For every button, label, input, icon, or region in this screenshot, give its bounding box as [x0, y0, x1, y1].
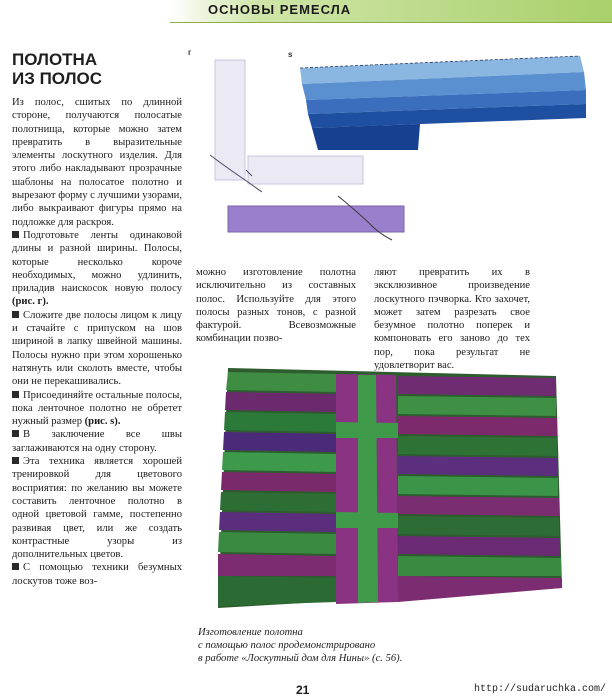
figure-reference: (рис. s). [84, 416, 121, 428]
figure-label-g: г [188, 48, 192, 57]
bullet-icon [12, 457, 19, 464]
figure-s-drawing [300, 56, 586, 150]
figure-g-drawing [210, 60, 404, 240]
quilt-fabric [218, 368, 562, 608]
photo-caption [198, 626, 518, 665]
caption-line-3: в работе «Лоскутный дом для Нины» (с. 56). [198, 653, 403, 664]
bullet-icon [12, 391, 19, 398]
paragraph: Эта техника является хорошей тренировкой для цветового восприятия: по желанию вы можете составить ленточное полотно в одной цветовой гамме, постепенно развивая цвет, или же создать контрастные узоры из дополнительных цветов. [12, 456, 182, 561]
bullet-icon [12, 231, 19, 238]
bullet-icon [12, 563, 19, 570]
paragraph: С помощью техники безумных лоскутов тоже воз- [12, 562, 182, 587]
quilt-photo [206, 362, 568, 618]
caption-line-2: с помощью полос продемонстрировано [198, 640, 376, 651]
text-column-3 [374, 266, 530, 372]
paragraph: Сложите две полосы лицом к лицу и стачайте с припуском на шов шириной в лапку швейной машины. Полосы нужно при этом хорошенько натянуть или сколоть вместе, чтобы они не перекашивались. [12, 309, 182, 388]
figure-reference: (рис. г). [12, 296, 49, 308]
bullet-icon [12, 311, 19, 318]
heading-line-2: ИЗ ПОЛОС [12, 69, 103, 88]
bullet-icon [12, 430, 19, 437]
text-column-1 [12, 96, 182, 588]
caption-line-1: Изготовление полотна [198, 627, 303, 638]
paragraph: Присоединяйте остальные полосы, пока ленточное полотно не обретет нужный размер (рис. s). [12, 389, 182, 428]
paragraph: В заключение все швы заглаживаются на одну сторону. [12, 429, 182, 454]
figure-label-s: s [288, 50, 293, 59]
source-url[interactable]: http://sudaruchka.com/ [473, 684, 606, 695]
caption-quote: «Лоскутный дом для Нины» [241, 653, 370, 664]
page-number: 21 [296, 683, 310, 697]
article-heading [12, 50, 102, 88]
paragraph: Из полос, сшитых по длинной стороне, получаются полосатые полотнища, которые можно затем превратить в выразительные элементы лоскутного изделия. Для этого либо накладывают прозрачные шаблоны на полосатое полотно и вырезают форму с лучшими узорами, либо выкраивают фигуры прямо на подложке для раскроя. [12, 97, 182, 228]
paragraph: можно изготовление полотна исключительно из составных полос. Используйте для этого полосы разных тонов, с разной фактурой. Всевозможные комбинации позво- [196, 267, 356, 345]
paragraph: ляют превратить их в эксклюзивное произведение лоскутного пэчворка. Кто захочет, может затем разрезать свое безумное полотно поперек и компоновать его заново до тех пор, пока результат не удовлетворит вас. [374, 267, 530, 372]
paragraph: Подготовьте ленты одинаковой длины и разной ширины. Полосы, которые несколько короче необходимых, можно удлинить, приладив наискосок новую полосу (рис. г). [12, 229, 182, 308]
section-title: ОСНОВЫ РЕМЕСЛА [208, 2, 352, 17]
header-rule [170, 22, 612, 23]
text-column-2 [196, 266, 356, 346]
heading-line-1: ПОЛОТНА [12, 50, 98, 69]
